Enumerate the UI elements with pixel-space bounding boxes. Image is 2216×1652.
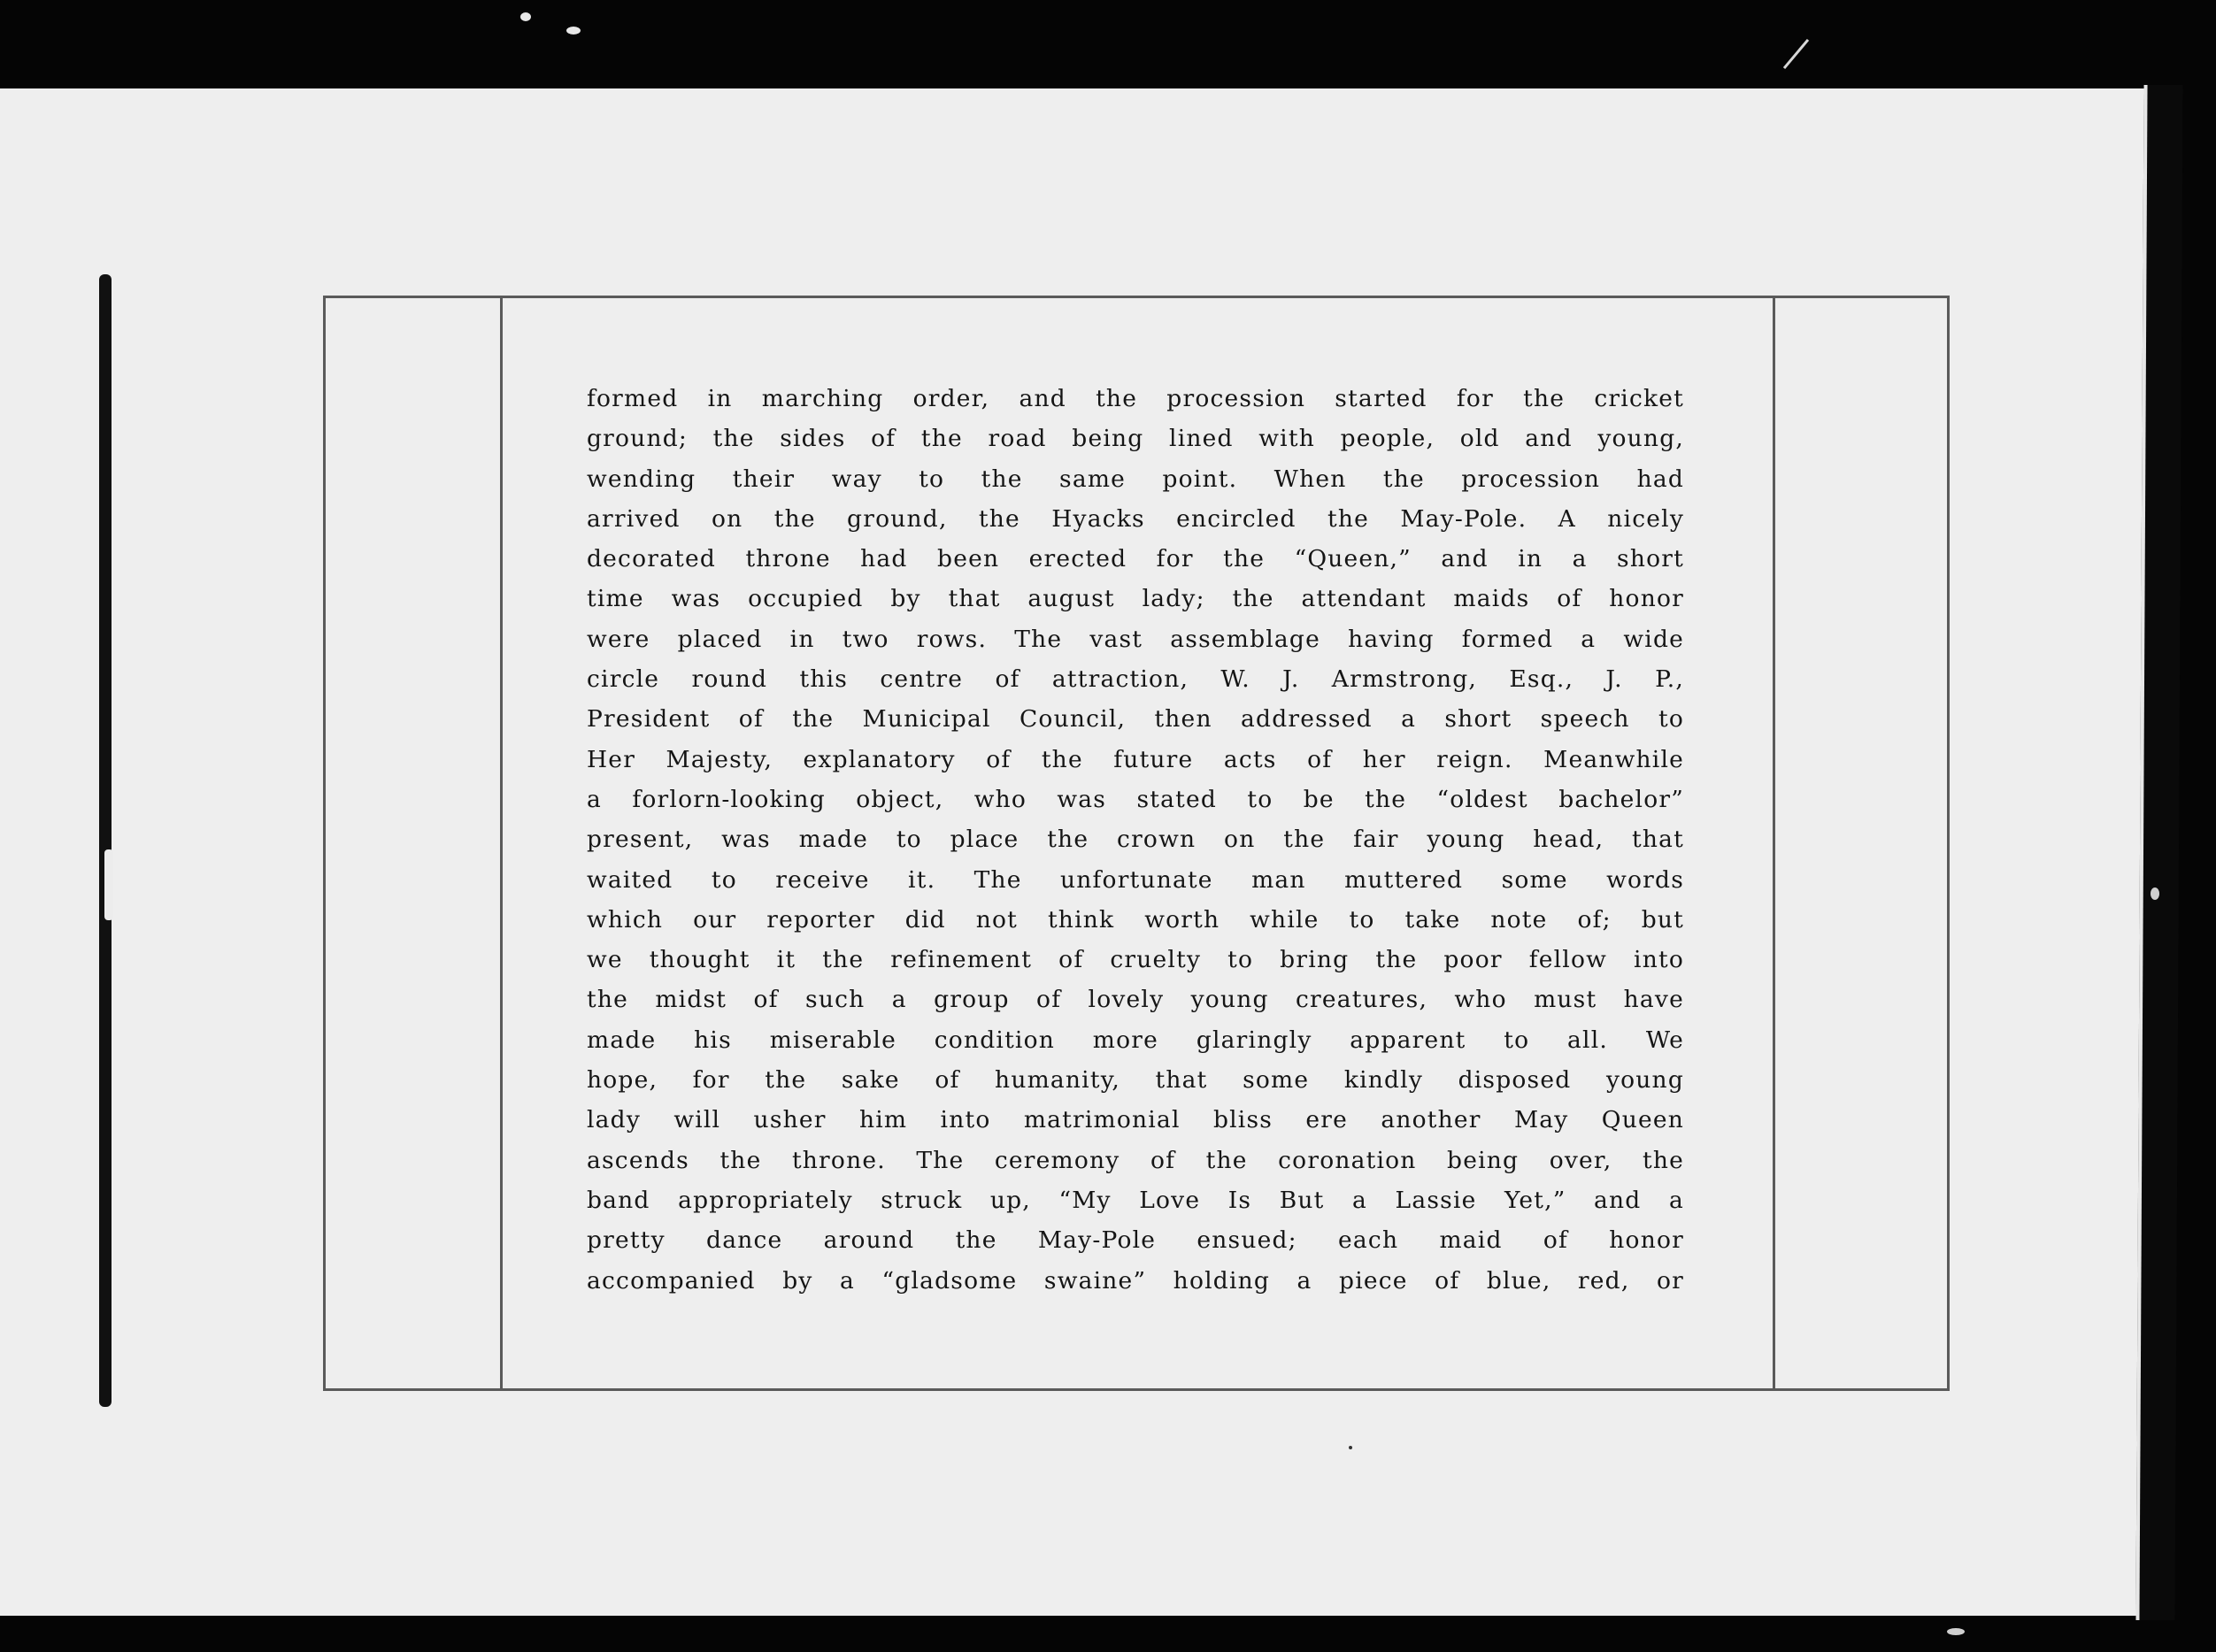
text-line: circle round this centre of attraction, W. J. Armstrong, Esq., J. P., xyxy=(587,665,1684,694)
text-line: the midst of such a group of lovely young creatures, who must have xyxy=(587,986,1684,1014)
text-line: time was occupied by that august lady; the attendant maids of honor xyxy=(587,585,1684,613)
text-line: present, was made to place the crown on the fair young head, that xyxy=(587,826,1684,854)
text-line: lady will usher him into matrimonial bliss ere another May Queen xyxy=(587,1106,1684,1134)
text-line: President of the Municipal Council, then addressed a short speech to xyxy=(587,705,1684,734)
dust-speck xyxy=(1947,1628,1965,1635)
text-line: arrived on the ground, the Hyacks encircled the May-Pole. A nicely xyxy=(587,504,1684,533)
scratch-mark xyxy=(1783,39,1809,69)
text-line: band appropriately struck up, “My Love Is But a Lassie Yet,” and a xyxy=(587,1186,1684,1214)
text-line: were placed in two rows. The vast assemblage having formed a wide xyxy=(587,625,1684,653)
left-margin-rule xyxy=(500,297,503,1389)
text-line: ground; the sides of the road being lined with people, old and young, xyxy=(587,425,1684,453)
page-edge xyxy=(2135,85,2182,1620)
text-line: formed in marching order, and the procession started for the cricket xyxy=(587,385,1684,412)
text-line: pretty dance around the May-Pole ensued; each maid of honor xyxy=(587,1226,1684,1255)
dust-speck xyxy=(566,27,581,35)
text-line: we thought it the refinement of cruelty to bring the poor fellow into xyxy=(587,946,1684,974)
binding-notch xyxy=(104,849,113,920)
text-line: made his miserable condition more glaringly apparent to all. We xyxy=(587,1026,1684,1054)
binding-shadow xyxy=(99,274,112,1407)
text-line: ascends the throne. The ceremony of the coronation being over, the xyxy=(587,1146,1684,1174)
dust-speck xyxy=(520,12,531,21)
text-line: accompanied by a “gladsome swaine” holding a piece of blue, red, or xyxy=(587,1266,1684,1295)
text-line: Her Majesty, explanatory of the future acts of her reign. Meanwhile xyxy=(587,745,1684,773)
text-line: waited to receive it. The unfortunate man muttered some words xyxy=(587,865,1684,894)
text-line: wending their way to the same point. When the procession had xyxy=(587,465,1684,493)
text-line: hope, for the sake of humanity, that some kindly disposed young xyxy=(587,1066,1684,1095)
body-text xyxy=(587,379,1684,1301)
text-line: decorated throne had been erected for the “Queen,” and in a short xyxy=(587,545,1684,573)
text-line: a forlorn-looking object, who was stated to be the “oldest bachelor” xyxy=(587,785,1684,813)
text-line: which our reporter did not think worth while to take note of; but xyxy=(587,905,1684,934)
right-margin-rule xyxy=(1773,297,1775,1389)
dust-speck xyxy=(2151,887,2159,900)
dust-speck xyxy=(1349,1446,1352,1449)
